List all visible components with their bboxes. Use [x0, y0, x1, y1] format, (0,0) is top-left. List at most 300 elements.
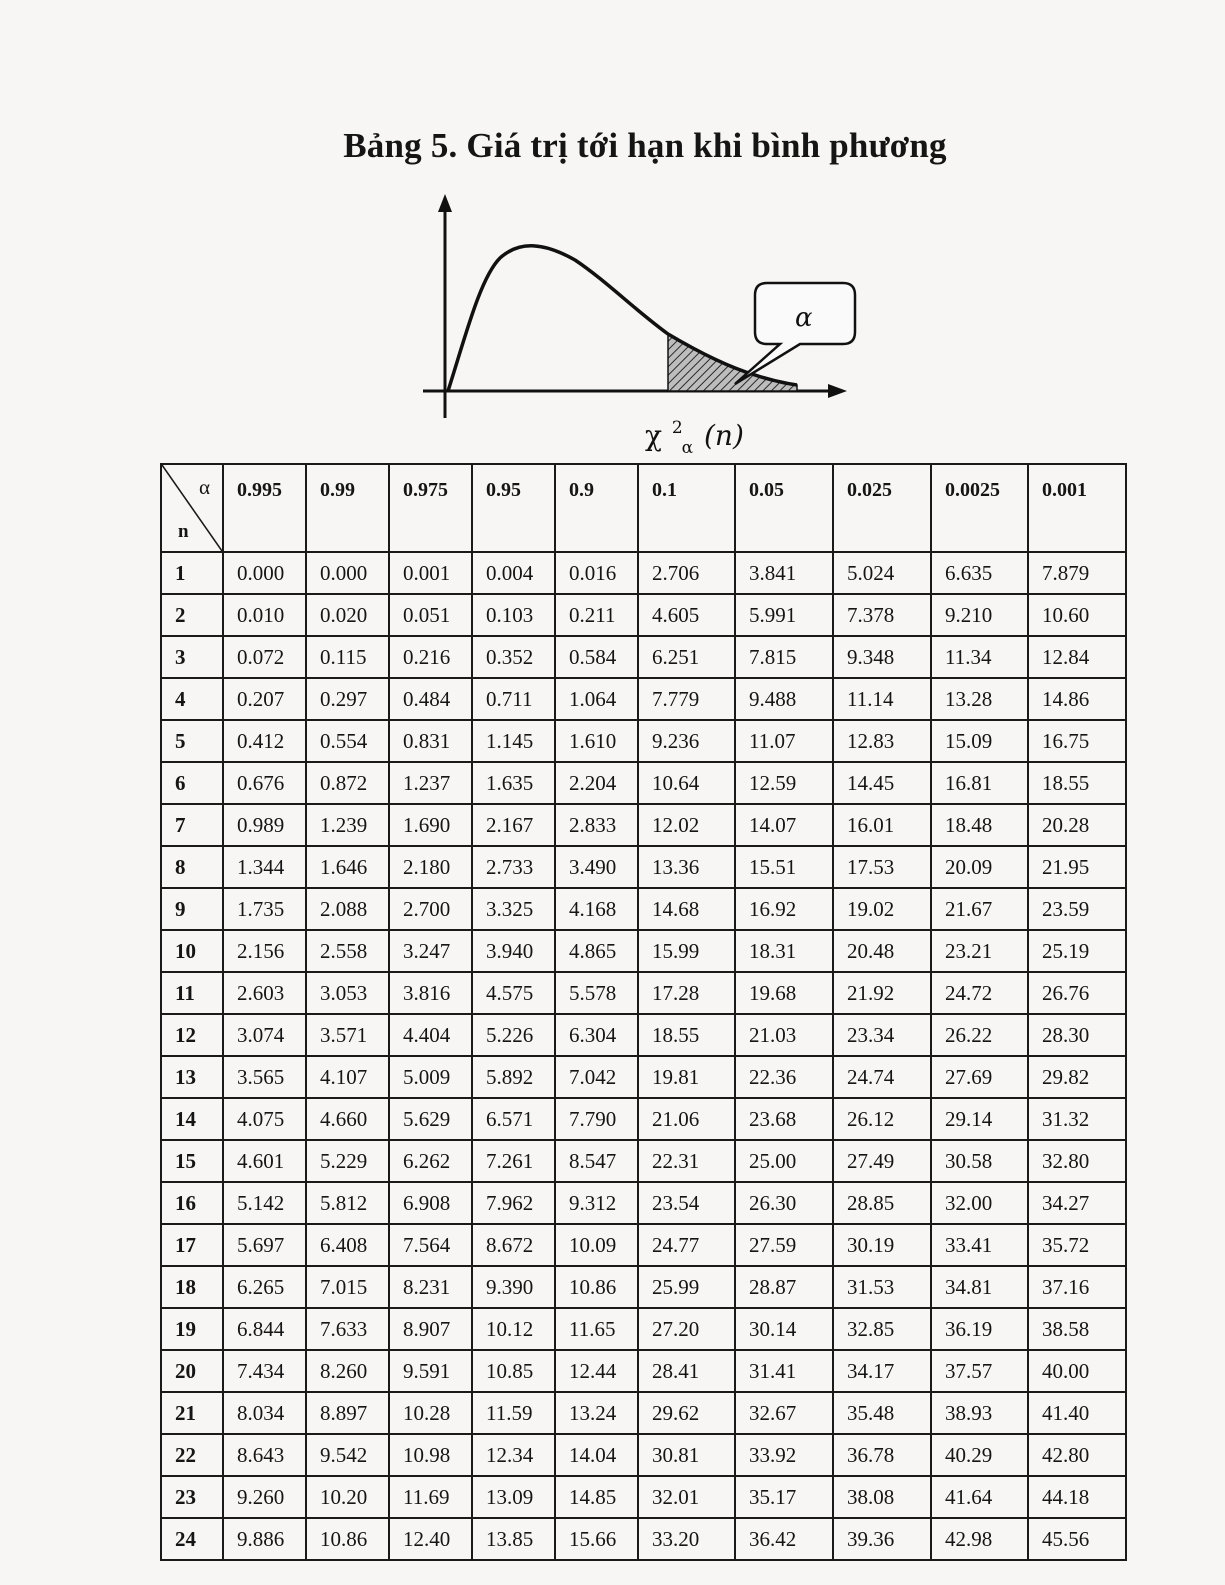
critical-value-cell: 26.30 [735, 1182, 833, 1224]
table-row [161, 1308, 1126, 1350]
y-axis-arrow-icon [438, 194, 452, 212]
x-axis-arrow-icon [828, 384, 847, 398]
critical-value-cell: 12.44 [555, 1350, 638, 1392]
critical-value-cell: 1.646 [306, 846, 389, 888]
degrees-of-freedom-cell: 5 [161, 720, 223, 762]
critical-value-cell: 12.84 [1028, 636, 1126, 678]
alpha-column-header: 0.0025 [931, 464, 1028, 552]
critical-value-cell: 19.02 [833, 888, 931, 930]
critical-value-cell: 9.260 [223, 1476, 306, 1518]
critical-value-cell: 2.088 [306, 888, 389, 930]
page-title: Bảng 5. Giá trị tới hạn khi bình phương [343, 126, 947, 165]
critical-value-cell: 1.237 [389, 762, 472, 804]
critical-value-cell: 32.00 [931, 1182, 1028, 1224]
critical-value-cell: 7.015 [306, 1266, 389, 1308]
critical-value-cell: 11.69 [389, 1476, 472, 1518]
corner-n-label: n [178, 521, 189, 542]
critical-value-cell: 41.64 [931, 1476, 1028, 1518]
critical-value-cell: 6.908 [389, 1182, 472, 1224]
critical-value-cell: 36.78 [833, 1434, 931, 1476]
critical-value-cell: 7.790 [555, 1098, 638, 1140]
critical-value-cell: 34.17 [833, 1350, 931, 1392]
degrees-of-freedom-cell: 2 [161, 594, 223, 636]
alpha-column-header: 0.001 [1028, 464, 1126, 552]
table-row [161, 1434, 1126, 1476]
critical-value-cell: 3.074 [223, 1014, 306, 1056]
critical-value-cell: 13.36 [638, 846, 735, 888]
degrees-of-freedom-cell: 6 [161, 762, 223, 804]
critical-value-cell: 10.20 [306, 1476, 389, 1518]
critical-value-cell: 7.633 [306, 1308, 389, 1350]
critical-value-cell: 9.236 [638, 720, 735, 762]
critical-value-cell: 0.016 [555, 552, 638, 594]
alpha-column-header: 0.99 [306, 464, 389, 552]
table-row [161, 1014, 1126, 1056]
critical-value-cell: 6.265 [223, 1266, 306, 1308]
critical-value-cell: 32.01 [638, 1476, 735, 1518]
critical-value-cell: 6.408 [306, 1224, 389, 1266]
critical-value-cell: 13.24 [555, 1392, 638, 1434]
critical-value-cell: 21.95 [1028, 846, 1126, 888]
critical-value-cell: 4.107 [306, 1056, 389, 1098]
critical-value-cell: 34.27 [1028, 1182, 1126, 1224]
critical-value-cell: 33.92 [735, 1434, 833, 1476]
table-row [161, 720, 1126, 762]
critical-value-cell: 21.03 [735, 1014, 833, 1056]
critical-value-cell: 28.41 [638, 1350, 735, 1392]
critical-value-cell: 6.844 [223, 1308, 306, 1350]
table-row [161, 1140, 1126, 1182]
critical-value-cell: 20.28 [1028, 804, 1126, 846]
critical-value-cell: 5.812 [306, 1182, 389, 1224]
critical-value-cell: 44.18 [1028, 1476, 1126, 1518]
table-row [161, 888, 1126, 930]
critical-value-cell: 45.56 [1028, 1518, 1126, 1560]
critical-value-cell: 0.115 [306, 636, 389, 678]
critical-value-cell: 9.348 [833, 636, 931, 678]
critical-value-cell: 38.93 [931, 1392, 1028, 1434]
critical-value-cell: 15.99 [638, 930, 735, 972]
critical-value-cell: 23.21 [931, 930, 1028, 972]
critical-value-cell: 20.48 [833, 930, 931, 972]
critical-value-cell: 6.251 [638, 636, 735, 678]
critical-value-cell: 3.841 [735, 552, 833, 594]
table-row [161, 762, 1126, 804]
critical-value-cell: 9.488 [735, 678, 833, 720]
critical-value-cell: 19.68 [735, 972, 833, 1014]
critical-value-cell: 15.51 [735, 846, 833, 888]
table-header-row [161, 464, 1126, 552]
critical-value-cell: 2.833 [555, 804, 638, 846]
critical-value-cell: 22.36 [735, 1056, 833, 1098]
critical-value-cell: 5.892 [472, 1056, 555, 1098]
critical-value-cell: 38.58 [1028, 1308, 1126, 1350]
critical-value-cell: 30.81 [638, 1434, 735, 1476]
critical-value-cell: 5.024 [833, 552, 931, 594]
critical-value-cell: 0.989 [223, 804, 306, 846]
critical-value-cell: 42.98 [931, 1518, 1028, 1560]
critical-value-cell: 23.54 [638, 1182, 735, 1224]
critical-value-cell: 6.304 [555, 1014, 638, 1056]
critical-value-cell: 0.352 [472, 636, 555, 678]
critical-value-cell: 2.156 [223, 930, 306, 972]
degrees-of-freedom-cell: 21 [161, 1392, 223, 1434]
table-row [161, 1056, 1126, 1098]
critical-value-cell: 24.72 [931, 972, 1028, 1014]
critical-value-cell: 27.69 [931, 1056, 1028, 1098]
degrees-of-freedom-cell: 16 [161, 1182, 223, 1224]
critical-value-cell: 5.578 [555, 972, 638, 1014]
critical-value-cell: 7.879 [1028, 552, 1126, 594]
critical-value-cell: 8.672 [472, 1224, 555, 1266]
critical-value-cell: 0.584 [555, 636, 638, 678]
critical-value-cell: 14.86 [1028, 678, 1126, 720]
degrees-of-freedom-cell: 13 [161, 1056, 223, 1098]
critical-value-cell: 10.12 [472, 1308, 555, 1350]
critical-value-cell: 14.45 [833, 762, 931, 804]
critical-value-cell: 19.81 [638, 1056, 735, 1098]
chi-superscript: 2 [671, 418, 683, 438]
critical-value-cell: 36.42 [735, 1518, 833, 1560]
degrees-of-freedom-cell: 4 [161, 678, 223, 720]
table-row [161, 1518, 1126, 1560]
critical-value-cell: 9.542 [306, 1434, 389, 1476]
corner-diagonal [162, 465, 222, 551]
critical-value-cell: 38.08 [833, 1476, 931, 1518]
degrees-of-freedom-cell: 10 [161, 930, 223, 972]
critical-value-cell: 3.490 [555, 846, 638, 888]
critical-value-cell: 0.676 [223, 762, 306, 804]
critical-value-cell: 0.554 [306, 720, 389, 762]
critical-value-cell: 4.865 [555, 930, 638, 972]
critical-value-cell: 28.30 [1028, 1014, 1126, 1056]
critical-value-cell: 0.004 [472, 552, 555, 594]
critical-value-cell: 17.28 [638, 972, 735, 1014]
critical-value-cell: 4.075 [223, 1098, 306, 1140]
critical-value-cell: 18.48 [931, 804, 1028, 846]
critical-value-cell: 21.67 [931, 888, 1028, 930]
critical-value-cell: 1.239 [306, 804, 389, 846]
critical-value-cell: 2.706 [638, 552, 735, 594]
critical-value-cell: 0.072 [223, 636, 306, 678]
critical-value-cell: 0.000 [306, 552, 389, 594]
critical-value-cell: 10.28 [389, 1392, 472, 1434]
density-curve [448, 246, 797, 391]
chi-square-density-figure [405, 188, 875, 463]
callout-alpha-label: α [795, 303, 813, 333]
alpha-column-header: 0.975 [389, 464, 472, 552]
critical-value-cell: 15.66 [555, 1518, 638, 1560]
critical-value-cell: 24.74 [833, 1056, 931, 1098]
critical-value-cell: 2.733 [472, 846, 555, 888]
critical-value-cell: 35.17 [735, 1476, 833, 1518]
critical-value-cell: 5.142 [223, 1182, 306, 1224]
critical-value-cell: 0.000 [223, 552, 306, 594]
critical-value-cell: 14.04 [555, 1434, 638, 1476]
critical-value-cell: 0.020 [306, 594, 389, 636]
critical-value-cell: 29.14 [931, 1098, 1028, 1140]
degrees-of-freedom-cell: 14 [161, 1098, 223, 1140]
critical-value-cell: 28.85 [833, 1182, 931, 1224]
degrees-of-freedom-cell: 20 [161, 1350, 223, 1392]
critical-value-cell: 9.886 [223, 1518, 306, 1560]
alpha-column-header: 0.025 [833, 464, 931, 552]
degrees-of-freedom-cell: 8 [161, 846, 223, 888]
degrees-of-freedom-cell: 3 [161, 636, 223, 678]
critical-value-cell: 4.660 [306, 1098, 389, 1140]
degrees-of-freedom-cell: 17 [161, 1224, 223, 1266]
critical-value-cell: 20.09 [931, 846, 1028, 888]
critical-value-cell: 6.571 [472, 1098, 555, 1140]
critical-value-cell: 25.99 [638, 1266, 735, 1308]
critical-value-cell: 33.20 [638, 1518, 735, 1560]
critical-value-cell: 0.216 [389, 636, 472, 678]
table-row [161, 1266, 1126, 1308]
critical-value-cell: 10.85 [472, 1350, 555, 1392]
critical-value-cell: 5.991 [735, 594, 833, 636]
critical-value-cell: 32.85 [833, 1308, 931, 1350]
chi-square-critical-values-table [160, 463, 1127, 1561]
degrees-of-freedom-cell: 1 [161, 552, 223, 594]
critical-value-cell: 30.14 [735, 1308, 833, 1350]
critical-value-cell: 14.07 [735, 804, 833, 846]
critical-value-cell: 40.29 [931, 1434, 1028, 1476]
critical-value-cell: 10.64 [638, 762, 735, 804]
critical-value-cell: 5.009 [389, 1056, 472, 1098]
critical-value-cell: 1.735 [223, 888, 306, 930]
critical-value-cell: 2.700 [389, 888, 472, 930]
degrees-of-freedom-cell: 9 [161, 888, 223, 930]
chi-subscript: α [681, 438, 694, 458]
critical-value-cell: 23.68 [735, 1098, 833, 1140]
critical-value-cell: 3.325 [472, 888, 555, 930]
alpha-column-header: 0.95 [472, 464, 555, 552]
critical-value-cell: 10.09 [555, 1224, 638, 1266]
critical-value-cell: 1.690 [389, 804, 472, 846]
critical-value-cell: 11.14 [833, 678, 931, 720]
table-row [161, 1098, 1126, 1140]
critical-value-cell: 37.16 [1028, 1266, 1126, 1308]
critical-value-cell: 5.697 [223, 1224, 306, 1266]
critical-value-cell: 2.204 [555, 762, 638, 804]
critical-value-cell: 2.167 [472, 804, 555, 846]
critical-value-cell: 5.629 [389, 1098, 472, 1140]
critical-value-cell: 12.02 [638, 804, 735, 846]
degrees-of-freedom-cell: 15 [161, 1140, 223, 1182]
critical-value-cell: 12.40 [389, 1518, 472, 1560]
critical-value-cell: 6.262 [389, 1140, 472, 1182]
critical-value-cell: 9.390 [472, 1266, 555, 1308]
critical-value-cell: 0.051 [389, 594, 472, 636]
chi-argument: (n) [704, 419, 744, 452]
alpha-column-header: 0.05 [735, 464, 833, 552]
corner-cell [161, 464, 223, 552]
degrees-of-freedom-cell: 11 [161, 972, 223, 1014]
critical-value-cell: 30.58 [931, 1140, 1028, 1182]
critical-value-cell: 2.558 [306, 930, 389, 972]
critical-value-cell: 7.261 [472, 1140, 555, 1182]
critical-value-cell: 6.635 [931, 552, 1028, 594]
critical-value-cell: 0.711 [472, 678, 555, 720]
critical-value-cell: 21.92 [833, 972, 931, 1014]
critical-value-cell: 7.434 [223, 1350, 306, 1392]
critical-value-cell: 7.564 [389, 1224, 472, 1266]
critical-value-cell: 5.229 [306, 1140, 389, 1182]
critical-value-cell: 0.103 [472, 594, 555, 636]
critical-value-cell: 4.168 [555, 888, 638, 930]
critical-value-cell: 23.59 [1028, 888, 1126, 930]
critical-value-cell: 0.010 [223, 594, 306, 636]
critical-value-cell: 0.412 [223, 720, 306, 762]
critical-value-cell: 0.484 [389, 678, 472, 720]
critical-value-cell: 0.207 [223, 678, 306, 720]
critical-value-cell: 0.872 [306, 762, 389, 804]
critical-value-cell: 26.12 [833, 1098, 931, 1140]
density-diagram [405, 188, 875, 463]
critical-value-cell: 0.211 [555, 594, 638, 636]
critical-value-cell: 1.610 [555, 720, 638, 762]
critical-value-cell: 12.59 [735, 762, 833, 804]
critical-value-cell: 28.87 [735, 1266, 833, 1308]
degrees-of-freedom-cell: 19 [161, 1308, 223, 1350]
critical-value-cell: 41.40 [1028, 1392, 1126, 1434]
critical-value-cell: 8.034 [223, 1392, 306, 1434]
table-row [161, 1392, 1126, 1434]
critical-value-cell: 31.53 [833, 1266, 931, 1308]
table-body [161, 552, 1126, 1560]
critical-value-cell: 15.09 [931, 720, 1028, 762]
critical-value-cell: 9.312 [555, 1182, 638, 1224]
critical-value-cell: 31.32 [1028, 1098, 1126, 1140]
table-row [161, 552, 1126, 594]
critical-value-cell: 7.815 [735, 636, 833, 678]
critical-value-cell: 37.57 [931, 1350, 1028, 1392]
degrees-of-freedom-cell: 18 [161, 1266, 223, 1308]
critical-value-cell: 3.247 [389, 930, 472, 972]
table-row [161, 678, 1126, 720]
critical-value-cell: 10.86 [555, 1266, 638, 1308]
chi-symbol: χ [645, 419, 662, 452]
critical-value-cell: 1.145 [472, 720, 555, 762]
critical-value-cell: 4.575 [472, 972, 555, 1014]
table-row [161, 846, 1126, 888]
critical-value-cell: 4.404 [389, 1014, 472, 1056]
critical-value-cell: 32.80 [1028, 1140, 1126, 1182]
critical-value-label [645, 407, 744, 460]
critical-value-cell: 8.547 [555, 1140, 638, 1182]
critical-value-cell: 10.86 [306, 1518, 389, 1560]
table-row [161, 930, 1126, 972]
critical-value-cell: 31.41 [735, 1350, 833, 1392]
critical-value-cell: 0.831 [389, 720, 472, 762]
corner-alpha-label: α [198, 475, 210, 499]
critical-value-cell: 30.19 [833, 1224, 931, 1266]
critical-value-cell: 27.20 [638, 1308, 735, 1350]
critical-value-cell: 18.55 [1028, 762, 1126, 804]
critical-value-cell: 22.31 [638, 1140, 735, 1182]
critical-value-cell: 8.897 [306, 1392, 389, 1434]
critical-value-cell: 7.042 [555, 1056, 638, 1098]
critical-value-cell: 24.77 [638, 1224, 735, 1266]
critical-value-cell: 7.378 [833, 594, 931, 636]
table-row [161, 1182, 1126, 1224]
critical-value-cell: 14.85 [555, 1476, 638, 1518]
critical-value-cell: 7.962 [472, 1182, 555, 1224]
critical-value-cell: 42.80 [1028, 1434, 1126, 1476]
table-row [161, 972, 1126, 1014]
critical-value-cell: 21.06 [638, 1098, 735, 1140]
critical-value-cell: 26.22 [931, 1014, 1028, 1056]
critical-value-cell: 8.907 [389, 1308, 472, 1350]
critical-value-cell: 4.601 [223, 1140, 306, 1182]
critical-value-cell: 12.83 [833, 720, 931, 762]
critical-value-cell: 3.565 [223, 1056, 306, 1098]
critical-value-cell: 16.75 [1028, 720, 1126, 762]
critical-value-cell: 2.603 [223, 972, 306, 1014]
degrees-of-freedom-cell: 12 [161, 1014, 223, 1056]
critical-value-cell: 11.07 [735, 720, 833, 762]
critical-value-cell: 34.81 [931, 1266, 1028, 1308]
alpha-column-header: 0.995 [223, 464, 306, 552]
critical-value-cell: 13.28 [931, 678, 1028, 720]
alpha-column-header: 0.1 [638, 464, 735, 552]
critical-value-cell: 8.231 [389, 1266, 472, 1308]
critical-value-cell: 3.816 [389, 972, 472, 1014]
table-row [161, 1224, 1126, 1266]
degrees-of-freedom-cell: 24 [161, 1518, 223, 1560]
critical-value-cell: 4.605 [638, 594, 735, 636]
table-row [161, 1350, 1126, 1392]
critical-value-cell: 3.053 [306, 972, 389, 1014]
critical-value-cell: 1.635 [472, 762, 555, 804]
critical-value-cell: 12.34 [472, 1434, 555, 1476]
critical-value-cell: 32.67 [735, 1392, 833, 1434]
critical-value-cell: 39.36 [833, 1518, 931, 1560]
critical-value-cell: 3.571 [306, 1014, 389, 1056]
critical-value-cell: 0.297 [306, 678, 389, 720]
degrees-of-freedom-cell: 22 [161, 1434, 223, 1476]
critical-value-cell: 2.180 [389, 846, 472, 888]
critical-value-cell: 27.49 [833, 1140, 931, 1182]
critical-value-cell: 35.72 [1028, 1224, 1126, 1266]
critical-value-cell: 26.76 [1028, 972, 1126, 1014]
table-row [161, 804, 1126, 846]
critical-value-cell: 11.59 [472, 1392, 555, 1434]
degrees-of-freedom-cell: 23 [161, 1476, 223, 1518]
degrees-of-freedom-cell: 7 [161, 804, 223, 846]
critical-value-cell: 16.01 [833, 804, 931, 846]
critical-value-cell: 9.591 [389, 1350, 472, 1392]
critical-value-cell: 1.344 [223, 846, 306, 888]
critical-value-cell: 23.34 [833, 1014, 931, 1056]
critical-value-cell: 1.064 [555, 678, 638, 720]
critical-value-cell: 25.19 [1028, 930, 1126, 972]
table-row [161, 636, 1126, 678]
critical-value-cell: 18.55 [638, 1014, 735, 1056]
critical-value-cell: 0.001 [389, 552, 472, 594]
critical-value-cell: 29.62 [638, 1392, 735, 1434]
critical-value-cell: 40.00 [1028, 1350, 1126, 1392]
critical-value-cell: 5.226 [472, 1014, 555, 1056]
critical-value-cell: 18.31 [735, 930, 833, 972]
table-row [161, 1476, 1126, 1518]
critical-value-cell: 11.65 [555, 1308, 638, 1350]
alpha-callout [735, 283, 855, 384]
critical-value-cell: 36.19 [931, 1308, 1028, 1350]
critical-value-cell: 10.98 [389, 1434, 472, 1476]
critical-value-cell: 10.60 [1028, 594, 1126, 636]
critical-value-cell: 11.34 [931, 636, 1028, 678]
